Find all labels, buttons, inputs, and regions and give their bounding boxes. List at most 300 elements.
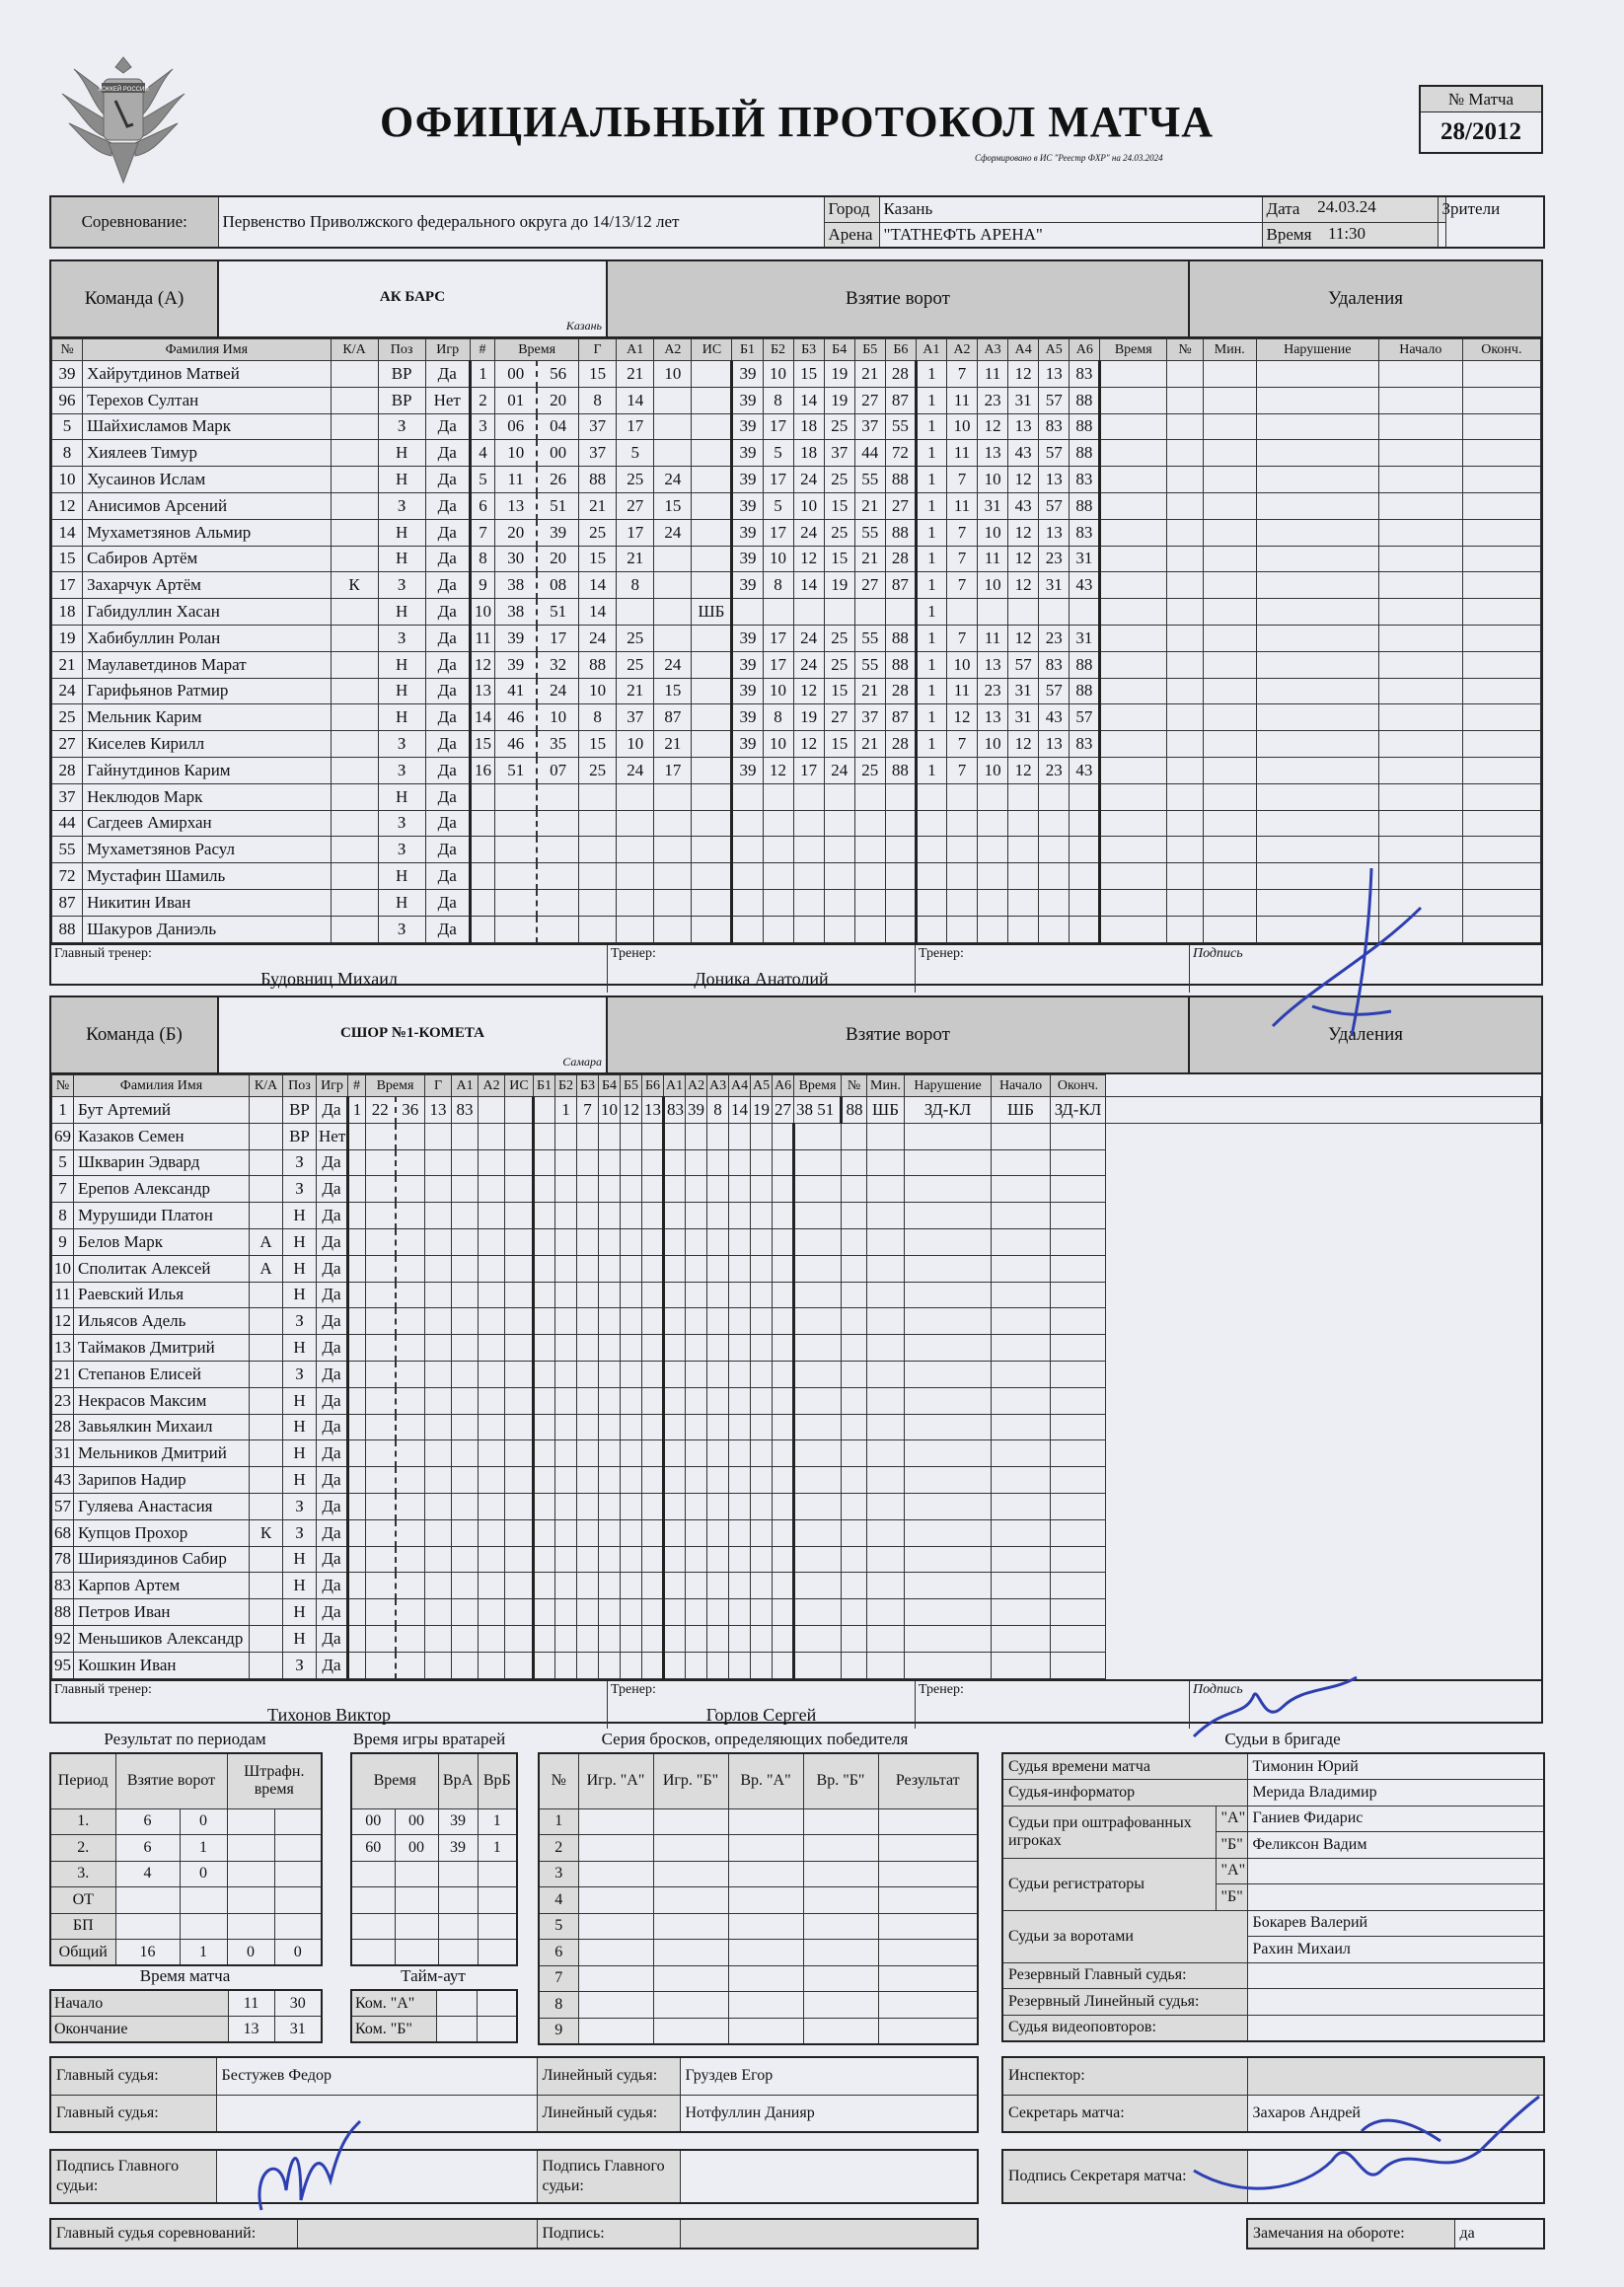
team-b-mark: "Б" <box>1216 1884 1247 1911</box>
goal-cell <box>348 1387 366 1414</box>
goal-cell <box>621 1625 642 1652</box>
goal-cell: 10 <box>946 651 977 678</box>
goal-cell: 15 <box>824 678 854 704</box>
penalty-cell <box>1462 387 1540 413</box>
generated-note: Сформировано в ИС "Реестр ФХР" на 24.03.2024 <box>975 153 1163 163</box>
goal-cell <box>617 783 654 810</box>
player-role <box>331 651 378 678</box>
player-role <box>250 1176 283 1203</box>
penalty-cell <box>1378 546 1462 572</box>
goal-cell: 13 <box>1039 467 1070 493</box>
goal-cell <box>621 1414 642 1440</box>
goal-cell <box>505 1599 534 1626</box>
penalty-cell <box>1256 810 1378 837</box>
goal-cell <box>707 1149 729 1176</box>
col-g: Г <box>579 339 617 361</box>
goal-cell <box>686 1176 707 1203</box>
goal-cell <box>642 1255 664 1282</box>
goal-cell <box>479 1546 505 1573</box>
goal-cell <box>577 1467 599 1494</box>
penalty-cell <box>1378 440 1462 467</box>
gk-row <box>351 1808 517 1835</box>
player-number: 10 <box>52 467 83 493</box>
col-pen-infraction: Нарушение <box>905 1075 992 1097</box>
player-position: ВР <box>283 1123 317 1149</box>
penalty-cell <box>905 1546 992 1573</box>
player-position: ВР <box>378 361 425 388</box>
period-cell <box>227 1913 274 1940</box>
goal-cell <box>505 1255 534 1282</box>
shootout-cell <box>878 1940 978 1966</box>
period-cell <box>115 1887 180 1914</box>
player-role: А <box>250 1255 283 1282</box>
goal-cell <box>707 1255 729 1282</box>
shootout-cell <box>728 1992 803 2019</box>
goal-cell <box>654 889 692 916</box>
goal-cell <box>824 916 854 942</box>
penalty-judge-b: Феликсон Вадим <box>1247 1832 1544 1859</box>
goal-cell <box>885 837 916 863</box>
player-name: Маулаветдинов Марат <box>83 651 331 678</box>
penalty-cell <box>1256 387 1378 413</box>
goal-cell <box>579 837 617 863</box>
goal-cell <box>396 1652 425 1678</box>
goal-cell: 14 <box>579 599 617 626</box>
penalty-cell <box>1203 519 1256 546</box>
match-end-min: 31 <box>274 2017 322 2043</box>
goal-cell <box>707 1203 729 1229</box>
goal-cell <box>692 546 732 572</box>
goal-cell: 10 <box>763 546 793 572</box>
goal-cell: 27 <box>885 492 916 519</box>
col-pen-end: Оконч. <box>1462 339 1540 361</box>
col-line-4: Б5 <box>854 339 885 361</box>
player-name: Анисимов Арсений <box>83 492 331 519</box>
period-cell: БП <box>50 1913 115 1940</box>
penalty-cell <box>1203 361 1256 388</box>
period-cell: Общий <box>50 1940 115 1966</box>
period-cell: 1 <box>180 1835 227 1862</box>
goal-cell <box>686 1149 707 1176</box>
goal-cell: 1 <box>916 599 946 626</box>
head-coach-label: Главный тренер: <box>54 945 152 961</box>
col-no: № <box>52 339 83 361</box>
goal-cell <box>729 1519 751 1546</box>
goal-cell: 87 <box>885 704 916 731</box>
arena-label: Арена <box>824 222 879 248</box>
goal-cell: 11 <box>946 678 977 704</box>
goal-cell <box>479 1599 505 1626</box>
goal-cell <box>773 1335 794 1362</box>
player-position: З <box>378 810 425 837</box>
player-number: 24 <box>52 678 83 704</box>
goal-cell <box>599 1493 621 1519</box>
goal-cell <box>366 1440 396 1467</box>
goal-cell <box>692 361 732 388</box>
goal-cell <box>348 1255 366 1282</box>
goal-cell <box>505 1123 534 1149</box>
player-number: 44 <box>52 810 83 837</box>
player-number: 31 <box>52 1440 74 1467</box>
period-cell: 6 <box>115 1835 180 1862</box>
goal-cell <box>470 837 494 863</box>
goal-cell <box>577 1414 599 1440</box>
table-row <box>52 1414 1541 1440</box>
goal-cell <box>366 1652 396 1678</box>
goal-cell <box>729 1282 751 1308</box>
goal-cell: 15 <box>793 361 824 388</box>
penalty-cell <box>794 1149 842 1176</box>
goal-cell <box>617 863 654 890</box>
penalty-cell <box>1378 413 1462 440</box>
goal-cell: 39 <box>732 757 763 783</box>
shootout-row <box>539 1887 978 1914</box>
goal-cell <box>686 1652 707 1678</box>
goal-cell <box>534 1282 555 1308</box>
penalty-cell <box>1462 361 1540 388</box>
goal-cell <box>452 1335 479 1362</box>
penalty-cell <box>1462 519 1540 546</box>
arena-value: "ТАТНЕФТЬ АРЕНА" <box>879 222 1262 248</box>
goal-cell <box>505 1652 534 1678</box>
goal-cell <box>763 889 793 916</box>
goal-cell <box>654 837 692 863</box>
goal-cell: 7 <box>946 467 977 493</box>
table-row <box>52 1652 1541 1678</box>
col-line-8: А3 <box>978 339 1008 361</box>
goal-cell <box>396 1282 425 1308</box>
penalty-cell <box>842 1573 867 1599</box>
penalty-cell <box>1256 467 1378 493</box>
period-row <box>50 1861 322 1887</box>
goal-cell: 88 <box>1070 678 1100 704</box>
shootout-cell <box>803 1887 878 1914</box>
penalty-cell <box>1256 492 1378 519</box>
period-row <box>50 1808 322 1835</box>
goal-cell <box>824 810 854 837</box>
goal-cell <box>751 1519 773 1546</box>
penalty-cell <box>1167 837 1204 863</box>
goal-cell <box>505 1546 534 1573</box>
goal-cell <box>534 1097 555 1124</box>
penalty-cell <box>867 1599 905 1626</box>
goal-cell: 12 <box>978 413 1008 440</box>
player-role <box>331 492 378 519</box>
goal-cell <box>773 1123 794 1149</box>
player-name: Казаков Семен <box>74 1123 250 1149</box>
goal-cell <box>479 1519 505 1546</box>
table-row <box>52 1573 1541 1599</box>
penalty-cell <box>842 1599 867 1626</box>
goal-cell: 06 <box>495 413 537 440</box>
goal-cell <box>579 783 617 810</box>
penalty-cell <box>1462 837 1540 863</box>
shootout-header: № <box>539 1753 578 1808</box>
goal-cell <box>621 1255 642 1282</box>
penalty-cell <box>1256 572 1378 599</box>
player-role <box>250 1440 283 1467</box>
goal-cell <box>534 1519 555 1546</box>
goal-cell: 15 <box>654 678 692 704</box>
goal-cell <box>664 1335 686 1362</box>
period-cell: 2. <box>50 1835 115 1862</box>
goal-cell: 20 <box>537 546 578 572</box>
goal-cell <box>732 863 763 890</box>
team-a-name: АК БАРС <box>379 289 446 305</box>
player-number: 11 <box>52 1282 74 1308</box>
shootout-number: 7 <box>539 1965 578 1992</box>
goal-judge-2: Рахин Михаил <box>1247 1937 1544 1963</box>
penalty-cell <box>992 1387 1051 1414</box>
col-name: Фамилия Имя <box>74 1075 250 1097</box>
player-position: ВР <box>378 387 425 413</box>
team-a-penalties-header: Удаления <box>1190 261 1541 336</box>
player-name: Сабиров Артём <box>83 546 331 572</box>
goal-cell <box>621 1599 642 1626</box>
table-row <box>52 1546 1541 1573</box>
player-role <box>250 1308 283 1335</box>
penalty-cell <box>1203 757 1256 783</box>
goal-cell <box>470 783 494 810</box>
penalty-cell <box>1167 413 1204 440</box>
goal-cell <box>348 1599 366 1626</box>
goal-cell <box>763 810 793 837</box>
penalty-cell <box>1378 467 1462 493</box>
goal-cell <box>1039 783 1070 810</box>
goal-cell <box>946 783 977 810</box>
goal-cell <box>729 1335 751 1362</box>
penalty-cell <box>1256 889 1378 916</box>
goal-cell <box>555 1387 577 1414</box>
goal-cell <box>793 916 824 942</box>
table-row <box>52 1282 1541 1308</box>
goal-cell <box>729 1255 751 1282</box>
goal-cell <box>664 1440 686 1467</box>
player-number: 96 <box>52 387 83 413</box>
period-cell <box>180 1913 227 1940</box>
goal-cell <box>707 1282 729 1308</box>
period-cell: ОТ <box>50 1887 115 1914</box>
penalty-cell <box>1167 625 1204 651</box>
goal-cell <box>642 1493 664 1519</box>
goal-cell <box>686 1123 707 1149</box>
gk-cell <box>351 1913 395 1940</box>
goal-cell <box>642 1625 664 1652</box>
penalty-cell <box>905 1308 992 1335</box>
penalty-cell <box>905 1387 992 1414</box>
goal-cell <box>425 1625 452 1652</box>
player-name: Ерепов Александр <box>74 1176 250 1203</box>
goal-cell: 27 <box>773 1097 794 1124</box>
goal-cell <box>732 783 763 810</box>
goal-cell: 13 <box>1039 519 1070 546</box>
team-b-grid <box>51 1074 1541 1679</box>
player-number: 88 <box>52 916 83 942</box>
goal-cell <box>534 1228 555 1255</box>
goal-cell <box>621 1308 642 1335</box>
shootout-cell <box>878 1965 978 1992</box>
goal-cell <box>729 1203 751 1229</box>
period-cell <box>227 1861 274 1887</box>
player-number: 55 <box>52 837 83 863</box>
goal-cell <box>686 1467 707 1494</box>
table-row <box>52 492 1541 519</box>
competition-label: Соревнование: <box>50 196 218 248</box>
goal-cell <box>366 1546 396 1573</box>
goal-cell: 88 <box>1070 651 1100 678</box>
goal-cell <box>366 1176 396 1203</box>
goal-cell: 10 <box>579 678 617 704</box>
col-line-5: Б6 <box>642 1075 664 1097</box>
goal-cell: 31 <box>1070 625 1100 651</box>
shootout-cell <box>878 2018 978 2044</box>
penalty-cell <box>794 1203 842 1229</box>
goal-cell <box>366 1149 396 1176</box>
goal-cell <box>479 1228 505 1255</box>
penalty-cell <box>1051 1255 1106 1282</box>
ref2 <box>216 2095 537 2132</box>
table-row <box>52 413 1541 440</box>
penalty-cell <box>1256 678 1378 704</box>
goal-cell: 18 <box>793 413 824 440</box>
goal-cell <box>686 1573 707 1599</box>
penalty-cell <box>1462 440 1540 467</box>
goal-cell <box>505 1149 534 1176</box>
penalty-cell <box>1051 1467 1106 1494</box>
goal-cell: 10 <box>763 361 793 388</box>
penalty-cell <box>1203 837 1256 863</box>
gk-cell <box>351 1940 395 1966</box>
refs-title: Судьи в бригаде <box>1224 1730 1341 1748</box>
goal-cell: 55 <box>854 625 885 651</box>
goal-cell: 39 <box>495 651 537 678</box>
penalty-cell <box>1167 704 1204 731</box>
goal-cell: 1 <box>348 1097 366 1124</box>
goal-cell: 39 <box>686 1097 707 1124</box>
goal-cell: 10 <box>763 731 793 758</box>
player-played: Нет <box>425 387 470 413</box>
goal-cell: 88 <box>885 651 916 678</box>
player-position: З <box>378 625 425 651</box>
goal-cell <box>505 1228 534 1255</box>
goal-cell <box>577 1176 599 1203</box>
col-a2: А2 <box>479 1075 505 1097</box>
shootout-row <box>539 1965 978 1992</box>
goal-cell <box>978 599 1008 626</box>
gk-cell <box>478 1913 517 1940</box>
period-cell <box>227 1835 274 1862</box>
penalty-cell <box>1378 889 1462 916</box>
player-number: 21 <box>52 1361 74 1387</box>
penalty-cell <box>1051 1308 1106 1335</box>
period-row <box>50 1913 322 1940</box>
col-line-10: А5 <box>751 1075 773 1097</box>
player-role <box>250 1203 283 1229</box>
shootout-number: 5 <box>539 1913 578 1940</box>
goal-cell <box>348 1123 366 1149</box>
table-row <box>52 1519 1541 1546</box>
penalty-cell <box>1167 492 1204 519</box>
player-position: З <box>378 837 425 863</box>
goal-cell <box>751 1176 773 1203</box>
penalty-cell <box>1378 572 1462 599</box>
goal-cell: 25 <box>617 651 654 678</box>
goal-cell: 5 <box>763 440 793 467</box>
goal-cell: 37 <box>824 440 854 467</box>
penalty-cell <box>842 1149 867 1176</box>
penalty-cell <box>1378 599 1462 626</box>
goal-cell <box>366 1361 396 1387</box>
goal-cell <box>654 572 692 599</box>
goal-cell: 10 <box>978 467 1008 493</box>
registrar-a <box>1247 1858 1544 1884</box>
goal-cell: 12 <box>946 704 977 731</box>
goal-cell <box>534 1440 555 1467</box>
penalty-cell <box>1462 546 1540 572</box>
goal-cell <box>1039 810 1070 837</box>
col-a1: А1 <box>452 1075 479 1097</box>
goal-cell <box>579 889 617 916</box>
player-played: Да <box>425 783 470 810</box>
table-row <box>52 572 1541 599</box>
player-position: Н <box>283 1387 317 1414</box>
goal-cell: 17 <box>763 467 793 493</box>
registrars-label: Судьи регистраторы <box>1002 1858 1216 1910</box>
goal-cell <box>729 1308 751 1335</box>
penalty-cell <box>1203 387 1256 413</box>
goal-cell <box>621 1546 642 1573</box>
player-position: З <box>378 731 425 758</box>
col-line-2: Б3 <box>793 339 824 361</box>
gk-title: Время игры вратарей <box>352 1730 506 1748</box>
player-position: Н <box>378 519 425 546</box>
player-role <box>250 1149 283 1176</box>
goal-cell <box>348 1414 366 1440</box>
penalty-cell <box>842 1387 867 1414</box>
penalty-cell <box>794 1228 842 1255</box>
col-line-9: А4 <box>729 1075 751 1097</box>
goal-cell <box>664 1599 686 1626</box>
penalty-cell <box>1462 783 1540 810</box>
goal-cell <box>692 651 732 678</box>
goal-cell: 1 <box>916 440 946 467</box>
periods-h-period: Период <box>50 1753 115 1808</box>
goal-cell <box>425 1652 452 1678</box>
goal-cell: 39 <box>732 467 763 493</box>
goal-cell: 25 <box>824 519 854 546</box>
player-position: З <box>283 1176 317 1203</box>
penalty-cell <box>1051 1282 1106 1308</box>
player-position: Н <box>378 546 425 572</box>
col-pen-time: Время <box>794 1075 842 1097</box>
goal-cell <box>854 889 885 916</box>
goal-cell <box>366 1414 396 1440</box>
player-name: Некрасов Максим <box>74 1387 250 1414</box>
penalty-cell <box>992 1149 1051 1176</box>
goal-cell: 57 <box>1039 678 1070 704</box>
goal-cell: 7 <box>577 1097 599 1124</box>
goal-cell <box>664 1203 686 1229</box>
penalty-cell <box>1051 1519 1106 1546</box>
goal-cell: 55 <box>885 413 916 440</box>
table-row <box>52 1361 1541 1387</box>
goal-cell: 25 <box>579 757 617 783</box>
shootout-header: Вр. "А" <box>728 1753 803 1808</box>
goal-cell <box>773 1414 794 1440</box>
registrar-b <box>1247 1884 1544 1911</box>
goal-cell <box>692 810 732 837</box>
shootout-number: 1 <box>539 1808 578 1835</box>
